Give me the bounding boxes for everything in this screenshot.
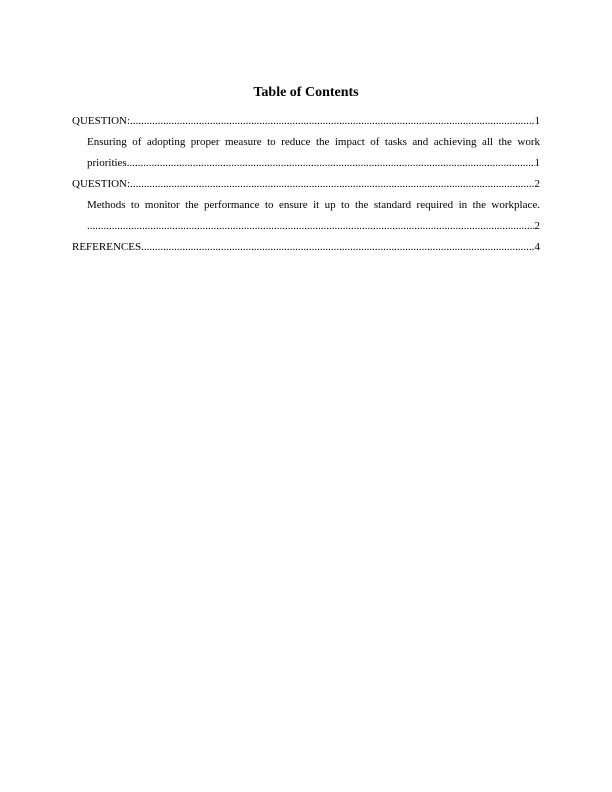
- toc-leader-dots: [87, 216, 535, 237]
- toc-entry-references[interactable]: [72, 237, 540, 258]
- table-of-contents: [72, 111, 540, 258]
- toc-page-number: 4: [534, 241, 540, 253]
- toc-leader-dots: [130, 174, 534, 195]
- toc-entry-label: REFERENCES: [72, 241, 142, 253]
- toc-page-number: 1: [534, 157, 540, 169]
- toc-entry-label: QUESTION:: [72, 115, 131, 127]
- toc-page-number: 2: [534, 178, 540, 190]
- toc-leader-dots: [141, 237, 534, 258]
- toc-page-number: 2: [534, 220, 540, 232]
- toc-title: Table of Contents: [253, 85, 359, 100]
- toc-page-number: 1: [534, 115, 540, 127]
- toc-subentry-priorities[interactable]: [72, 132, 540, 174]
- toc-entry-label: QUESTION:: [72, 178, 131, 190]
- toc-subentry-line1: Ensuring of adopting proper measure to reduce the impact of tasks and achieving all the work: [87, 136, 540, 148]
- toc-subentry-methods[interactable]: [72, 195, 540, 237]
- toc-subentry-line1: Methods to monitor the performance to ensure it up to the standard required in the workplace.: [87, 199, 540, 211]
- toc-leader-dots: [130, 111, 534, 132]
- toc-entry-label: priorities: [87, 157, 127, 169]
- toc-subentry-line2: [87, 216, 540, 237]
- toc-leader-dots: [127, 153, 535, 174]
- toc-entry-question-1[interactable]: [72, 111, 540, 132]
- toc-subentry-line2: [87, 153, 540, 174]
- toc-entry-question-2[interactable]: [72, 174, 540, 195]
